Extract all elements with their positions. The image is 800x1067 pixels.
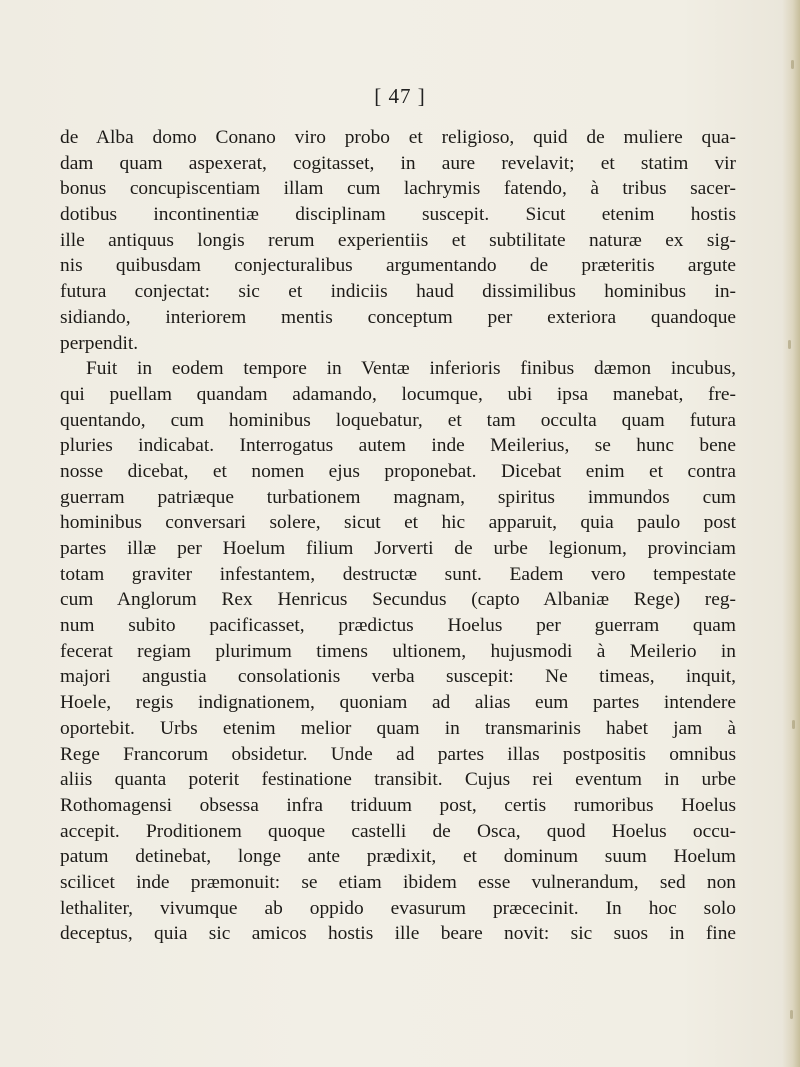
text-line: bonus concupiscentiam illam cum lachrymis fatendo, à tribus sacer- [60, 178, 736, 200]
text-line: pluries indicabat. Interrogatus autem inde Meilerius, se hunc bene [60, 435, 736, 457]
edge-speck [792, 720, 795, 729]
text-line: cum Anglorum Rex Henricus Secundus (capto Albaniæ Rege) reg- [60, 589, 736, 611]
text-line: Hoele, regis indignationem, quoniam ad alias eum partes intendere [60, 692, 736, 714]
text-line: aliis quanta poterit festinatione transibit. Cujus rei eventum in urbe [60, 769, 736, 791]
text-line: de Alba domo Conano viro probo et religioso, quid de muliere qua- [60, 127, 736, 148]
text-line: dam quam aspexerat, cogitasset, in aure revelavit; et statim vir [60, 152, 736, 174]
edge-speck [790, 1010, 793, 1019]
page-number: [ 47 ] [374, 84, 426, 108]
text-line: nosse dicebat, et nomen ejus proponebat. Dicebat enim et contra [60, 460, 736, 482]
text-line: Fuit in eodem tempore in Ventæ inferioris finibus dæmon incubus, [86, 358, 736, 380]
text-line: ille antiquus longis rerum experientiis et subtilitate naturæ ex sig- [60, 229, 736, 251]
text-line: deceptus, quia sic amicos hostis ille beare novit: sic suos in fine [60, 923, 736, 945]
text-line: sidiando, interiorem mentis conceptum per exteriora quandoque [60, 306, 736, 328]
text-line: Rothomagensi obsessa infra triduum post, certis rumoribus Hoelus [60, 794, 736, 816]
text-line: quentando, cum hominibus loquebatur, et tam occulta quam futura [60, 409, 736, 431]
text-line: futura conjectat: sic et indiciis haud dissimilibus hominibus in- [60, 281, 736, 303]
text-line: dotibus incontinentiæ disciplinam suscepit. Sicut etenim hostis [60, 204, 736, 226]
edge-speck [791, 60, 794, 69]
text-line: accepit. Proditionem quoque castelli de Osca, quod Hoelus occu- [60, 820, 736, 842]
text-line: patum detinebat, longe ante prædixit, et dominum suum Hoelum [60, 846, 736, 868]
text-line: partes illæ per Hoelum filium Jorverti de urbe legionum, provinciam [60, 538, 736, 559]
paragraph [60, 356, 736, 947]
text-line: scilicet inde præmonuit: se etiam ibidem esse vulnerandum, sed non [60, 871, 736, 893]
text-line: lethaliter, vivumque ab oppido evasurum præcecinit. In hoc solo [60, 897, 736, 919]
text-line: nis quibusdam conjecturalibus argumentando de præteritis argute [60, 255, 736, 277]
text-line: perpendit. [60, 332, 139, 354]
text-line: guerram patriæque turbationem magnam, spiritus immundos cum [60, 486, 736, 508]
text-line: qui puellam quandam adamando, locumque, ubi ipsa manebat, fre- [60, 383, 736, 405]
text-line: fecerat regiam plurimum timens ultionem, hujusmodi à Meilerio in [60, 640, 736, 662]
body-text [60, 125, 736, 947]
text-line: majori angustia consolationis verba suscepit: Ne timeas, inquit, [60, 666, 736, 688]
text-line: Rege Francorum obsidetur. Unde ad partes illas postpositis omnibus [60, 743, 736, 765]
text-line: num subito pacificasset, prædictus Hoelus per guerram quam [60, 615, 736, 637]
text-line: oportebit. Urbs etenim melior quam in transmarinis habet jam à [60, 717, 736, 739]
paragraph [60, 125, 736, 356]
text-line: hominibus conversari solere, sicut et hic apparuit, quia paulo post [60, 512, 736, 534]
text-line: totam graviter infestantem, destructæ sunt. Eadem vero tempestate [60, 563, 736, 585]
edge-speck [788, 340, 791, 349]
page-edge [782, 0, 800, 1067]
